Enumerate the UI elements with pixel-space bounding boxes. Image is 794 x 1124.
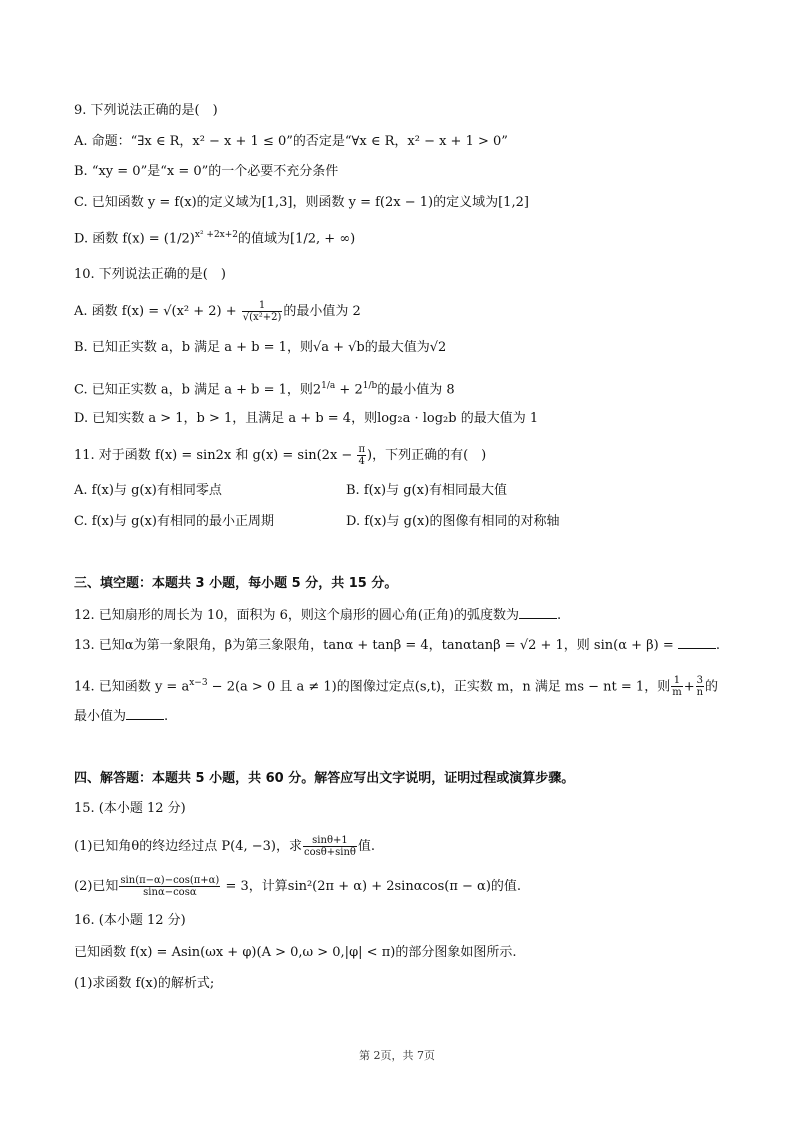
q10-stem: 10. 下列说法正确的是( ) xyxy=(74,267,226,282)
q14-line1: 14. 已知函数 $y = a^{x-3} - 2(a > 0$ 且 a ≠ 1)的图像过定点(s,t)，正实数 m，n 满足 ms − nt = 1，则 $\frac{1}{m}$ + $\frac{3}{n}$ 的 xyxy=(74,675,719,699)
section-4-heading: 四、解答题：本题共 5 小题，共 60 分。解答应写出文字说明，证明过程或演算步骤。 xyxy=(74,771,575,786)
q9-option-a: A. 命题：“∃x ∈ R，x² − x + 1 ≤ 0”的否定是“∀x ∈ R，x² − x + 1 > 0” xyxy=(74,134,508,149)
q12: 12. 已知扇形的周长为 10，面积为 6，则这个扇形的圆心角(正角)的弧度数为 . xyxy=(74,608,562,623)
q14-fraction-1: $\frac{1}{m}$ xyxy=(672,675,682,699)
q10-option-b: B. 已知正实数 a，b 满足 a + b = 1，则√a + √b的最大值为√2 xyxy=(74,340,447,355)
q13: 13. 已知α为第一象限角，β为第三象限角，tanα + tanβ = 4，tanαtanβ = √2 + 1，则 sin(α + β) = . xyxy=(74,638,721,653)
q14-line2: 最小值为 . xyxy=(74,709,169,724)
q15-p1-fraction: $\frac{\sin\theta+1}{\cos\theta+\sin\theta}$ xyxy=(303,835,356,858)
q9-option-c: C. 已知函数 y = f(x)的定义域为[1,3]，则函数 y = f(2x − 1)的定义域为[1,2] xyxy=(74,195,529,210)
q16-body: 已知函数 f(x) = Asin(ωx + φ)(A > 0,ω > 0,|φ| < π)的部分图象如图所示. xyxy=(74,945,517,960)
q15-p2-fraction: $\frac{\sin(\pi-\alpha)-\cos(\pi+\alpha)}{\sin\alpha-\cos\alpha}$ xyxy=(120,875,220,898)
q11-option-b: B. f(x)与 g(x)有相同最大值 xyxy=(346,483,508,498)
answer-blank xyxy=(678,636,716,649)
q11-option-c: C. f(x)与 g(x)有相同的最小正周期 xyxy=(74,514,274,529)
q9-d-half: 1/2 xyxy=(168,231,190,247)
q15-part-2: (2)已知 $\frac{\sin(\pi-\alpha)-\cos(\pi+\alpha)}{\sin\alpha-\cos\alpha}$ = 3，计算sin²(2π + α) + 2sinαcos(π − α)的值. xyxy=(74,875,522,898)
q15-part-1: (1)已知角θ的终边经过点 P(4, −3)，求 $\frac{\sin\theta+1}{\cos\theta+\sin\theta}$ 值. xyxy=(74,835,376,858)
q15-heading: 15. (本小题 12 分) xyxy=(74,801,186,816)
section-3-heading: 三、填空题：本题共 3 小题，每小题 5 分，共 15 分。 xyxy=(74,576,398,591)
q14-fraction-2: $\frac{3}{n}$ xyxy=(696,675,704,699)
answer-blank xyxy=(519,606,557,619)
q11-pi-fraction: $\frac{\pi}{4}$ xyxy=(358,444,366,467)
q10-option-c: C. 已知正实数 a，b 满足 a + b = 1，则$2^{1/a} + 2^{1/b}$的最小值为 8 xyxy=(74,381,455,398)
answer-blank xyxy=(126,707,164,720)
q9-d-half2: 1/2 xyxy=(295,231,317,247)
q9-stem: 9. 下列说法正确的是( ) xyxy=(74,103,218,118)
q11-option-d: D. f(x)与 g(x)的图像有相同的对称轴 xyxy=(346,514,560,529)
q10-option-d: D. 已知实数 a > 1，b > 1，且满足 a + b = 4，则log₂a · log₂b 的最大值为 1 xyxy=(74,411,539,426)
q9-option-b: B. “xy = 0”是“x = 0”的一个必要不充分条件 xyxy=(74,164,339,179)
q11-option-a: A. f(x)与 g(x)有相同零点 xyxy=(74,483,222,498)
q9-option-d: D. 函数 $f(x) = (1/2)^{x^2 +2x+2}$的值域为[1/2, + ∞) xyxy=(74,230,356,247)
q16-part-1: (1)求函数 f(x)的解析式; xyxy=(74,976,215,991)
page-footer: 第 2页，共 7页 xyxy=(359,1049,435,1062)
q16-heading: 16. (本小题 12 分) xyxy=(74,913,186,928)
q10-option-a: A. 函数 f(x) = √(x² + 2) + $\frac{1}{\text{√(x²+2)}}$ 的最小值为 2 xyxy=(74,300,361,323)
q11-stem: 11. 对于函数 f(x) = sin2x 和 g(x) = sin(2x − $\frac{\pi}{4}$ )，下列正确的有( ) xyxy=(74,444,487,467)
q10-a-fraction: $\frac{1}{\text{√(x²+2)}}$ xyxy=(242,300,282,323)
